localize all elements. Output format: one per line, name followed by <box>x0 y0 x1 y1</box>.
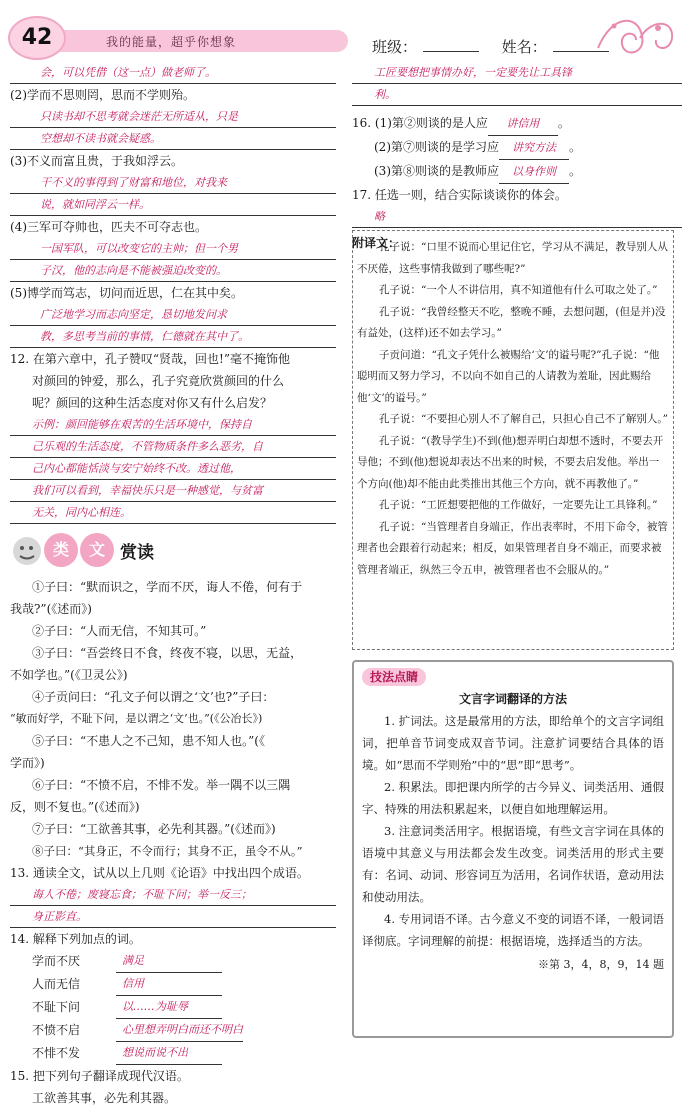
q12-answer <box>10 414 336 524</box>
question-text: (5)博学而笃志，切问而近思，仁在其中矣。 <box>10 286 243 300</box>
excerpt-line: “敏而好学，不耻下问，是以谓之‘文’也。”(《公冶长》) <box>10 712 263 725</box>
q16-item: (2)第⑦则谈的是学习应 讲究方法 。 <box>352 136 682 160</box>
slogan-text: 我的能量，超乎你想象 <box>106 35 237 49</box>
vocab-answer: 信用 <box>116 973 222 996</box>
answer-line: 诲人不倦；废寝忘食；不耻下问；举一反三； <box>10 884 336 906</box>
left-column <box>10 62 336 1109</box>
excerpt-line: ②子曰：“人而无信，不知其可。” <box>32 624 207 638</box>
answer-line: 身正影直。 <box>10 906 336 928</box>
excerpt-line: ③子曰：“吾尝终日不食，终夜不寝，以思，无益， <box>32 646 303 660</box>
q11-item <box>10 216 336 282</box>
q16-item: (3)第⑧则谈的是教师应 以身作则 。 <box>352 160 682 184</box>
excerpt-line: ⑥子曰：“不愤不启，不悱不发。举一隅不以三隅 <box>32 778 291 792</box>
translation-para: 孔子说：“(教导学生)不到(他)想弄明白却想不透时，不要去开导他；不到(他)想说却表达不出来的时候，不要去启发他。举出一个方向(他)却不能由此类推出其他三个方向，就不再教他了。” <box>357 434 664 490</box>
answer-line: 利。 <box>352 84 682 106</box>
section-title: 赏读 <box>120 542 154 563</box>
excerpt-line: 我哉?”(《述而》) <box>10 602 92 616</box>
tips-label: 技法点睛 <box>362 668 426 686</box>
translation-para: 孔子说：“当管理者自身端正，作出表率时，不用下命令，被管理者也会跟着行动起来；相反，如果管理者自身不端正，而要求被管理者端正，纵然三令五申，被管理者也不会服从的。” <box>357 520 668 576</box>
section-badge: 类 <box>44 533 78 567</box>
reading-mascot-icon <box>10 533 44 567</box>
answer-line: 教，多思考当前的事情，仁德就在其中了。 <box>10 326 336 348</box>
vocab-answer: 满足 <box>116 950 222 973</box>
question-line: 对颜回的钟爱，那么，孔子究竟欣赏颜回的什么 <box>32 374 285 388</box>
tip-para: 2. 积累法。即把课内所学的古今异义、词类活用、通假字、特殊的用法积累起来，以便自如地理解运用。 <box>362 780 664 816</box>
tip-para: 1. 扩词法。这是最常用的方法，即给单个的文言字词组词，把单音节词变成双音节词。注意扩词要结合具体的语境。如“思而不学则殆”中的“思”即“思考”。 <box>362 714 664 772</box>
q12-question <box>10 348 336 414</box>
tips-title: 文言字词翻译的方法 <box>458 692 567 706</box>
vocab-word: 人而无信 <box>32 977 81 991</box>
translation-para: 孔子说：“我曾经整天不吃，整晚不睡，去想问题，(但是并)没有益处，(这样)还不如去学习。” <box>357 305 666 339</box>
question-text: (4)三军可夺帅也，匹夫不可夺志也。 <box>10 220 207 234</box>
excerpt-line: ⑦子曰：“工欲善其事，必先利其器。”(《述而》) <box>32 822 276 836</box>
answer-line: 己内心都能恬淡与安宁始终不改。透过他， <box>10 458 336 480</box>
question-text: (2)第⑦则谈的是学习应 <box>374 140 499 154</box>
vocab-item <box>10 973 336 996</box>
translation-para: 孔子说：“不要担心别人不了解自己，只担心自己不了解别人。” <box>379 413 668 425</box>
translation-para: 子贡问道：“孔文子凭什么被赐给‘文’的谥号呢?”孔子说：“他聪明而又努力学习，不以向不如自己的人请教为羞耻，因此赐给他‘文’的谥号。” <box>357 348 660 404</box>
answer-line: 己乐观的生活态度，不管物质条件多么恶劣，自 <box>10 436 336 458</box>
q11-item <box>10 84 336 150</box>
appendix-label: 附译文： <box>352 236 401 250</box>
vocab-word: 不悱不发 <box>32 1046 81 1060</box>
translation-para: 孔子说：“口里不说而心里记住它，学习从不满足，教导别人从不厌倦，这些事情我做到了哪些呢?” <box>357 241 668 275</box>
answer-line: 子汉，他的志向是不能被强迫改变的。 <box>10 260 336 282</box>
tips-footer: ※第 3，4，8，9，14 题 <box>538 958 664 971</box>
translation-para: 孔子说：“一个人不讲信用，真不知道他有什么可取之处了。” <box>379 284 658 296</box>
vocab-item <box>10 1042 336 1065</box>
answer-line: 我们可以看到，幸福快乐只是一种感觉，与贫富 <box>10 480 336 502</box>
name-label: 姓名： <box>501 38 547 56</box>
answer-line: 干不义的事得到了财富和地位，对我来 <box>10 172 336 194</box>
page-number: 42 <box>8 16 66 60</box>
fill-answer: 以身作则 <box>499 161 569 184</box>
analects-excerpts <box>10 576 336 862</box>
class-label: 班级： <box>372 38 418 56</box>
answer-line: 广泛地学习而志向坚定，恳切地发问求 <box>10 304 336 326</box>
tips-box <box>352 660 674 1038</box>
vocab-answer: 心里想弄明白而还不明白 <box>116 1019 243 1042</box>
q15-sentence: 工欲善其事，必先利其器。 <box>32 1091 177 1105</box>
translation-para: 孔子说：“工匠想要把他的工作做好，一定要先让工具锋利。” <box>379 499 658 511</box>
answer-line: 无关，同内心相连。 <box>10 502 336 524</box>
page-header <box>0 0 688 62</box>
answer-line: 工匠要想把事情办好，一定要先让工具锋 <box>352 62 682 84</box>
question-line: 12. 在第六章中，孔子赞叹“贤哉，回也!”毫不掩饰他 <box>10 352 290 366</box>
tip-para: 3. 注意词类活用字。根据语境，有些文言字词在具体的语境中其意义与用法都会发生改变。词类活用的形式主要有：名词、动词、形容词互为活用，名词作状语，意动用法和使动用法。 <box>362 824 664 904</box>
vocab-answer: 想说而说不出 <box>116 1042 222 1065</box>
excerpt-line: ①子曰：“默而识之，学而不厌，诲人不倦，何有于 <box>32 580 303 594</box>
section-badge: 文 <box>80 533 114 567</box>
q17-question: 17. 任选一则，结合实际谈谈你的体会。 <box>352 188 567 202</box>
answer-line: 示例：颜回能够在艰苦的生活环境中，保持自 <box>10 414 336 436</box>
answer-line: 略 <box>352 206 682 228</box>
excerpt-line: ⑤子曰：“不患人之不己知，患不知人也。”(《 <box>32 734 265 748</box>
answer-line: 会，可以凭借（这一点）做老师了。 <box>10 62 336 84</box>
excerpt-line: 学而》) <box>10 756 45 770</box>
q14-question: 14. 解释下列加点的词。 <box>10 932 141 946</box>
vocab-answer: 以……为耻辱 <box>116 996 222 1019</box>
vocab-word: 不耻下问 <box>32 1000 81 1014</box>
vocab-word: 不愤不启 <box>32 1023 81 1037</box>
class-blank[interactable] <box>423 51 479 52</box>
question-text: (3)不义而富且贵，于我如浮云。 <box>10 154 183 168</box>
vocab-word: 学而不厌 <box>32 954 81 968</box>
q16-item: 16. (1)第②则谈的是人应 讲信用 。 <box>352 112 682 136</box>
question-text: 16. (1)第②则谈的是人应 <box>352 116 488 130</box>
fill-answer: 讲信用 <box>488 113 558 136</box>
answer-line: 只读书却不思考就会迷茫无所适从，只是 <box>10 106 336 128</box>
excerpt-line: ⑧子曰：“其身正，不令而行；其身不正，虽令不从。” <box>32 844 303 858</box>
translation-box <box>352 230 674 650</box>
answer-line: 一国军队，可以改变它的主帅；但一个男 <box>10 238 336 260</box>
answer-line: 空想却不读书就会疑惑。 <box>10 128 336 150</box>
answer-line: 说，就如同浮云一样。 <box>10 194 336 216</box>
excerpt-line: ④子贡问曰：“孔文子何以谓之‘文’也?”子曰： <box>32 690 275 704</box>
question-line: 呢？颜回的这种生活态度对你又有什么启发？ <box>32 396 273 410</box>
q15-question: 15. 把下列句子翻译成现代汉语。 <box>10 1069 189 1083</box>
student-fields <box>372 36 627 57</box>
vocab-item <box>10 950 336 973</box>
excerpt-line: 反，则不复也。”(《述而》) <box>10 800 140 814</box>
tip-para: 4. 专用词语不译。古今意义不变的词语不译，一般词语译彻底。字词理解的前提：根据语境，选择适当的方法。 <box>362 912 664 948</box>
question-text: (3)第⑧则谈的是教师应 <box>374 164 499 178</box>
vocab-item <box>10 996 336 1019</box>
right-column <box>352 62 682 971</box>
section-heading <box>10 530 336 570</box>
excerpt-line: 不如学也。”(《卫灵公》) <box>10 668 128 682</box>
q11-item <box>10 282 336 348</box>
q11-item <box>10 150 336 216</box>
q13-question: 13. 通读全文，试从以上几则《论语》中找出四个成语。 <box>10 866 309 880</box>
question-text: (2)学而不思则罔，思而不学则殆。 <box>10 88 195 102</box>
fill-answer: 讲究方法 <box>499 137 569 160</box>
slogan-banner <box>58 30 348 52</box>
floral-ornament-icon <box>592 8 678 62</box>
